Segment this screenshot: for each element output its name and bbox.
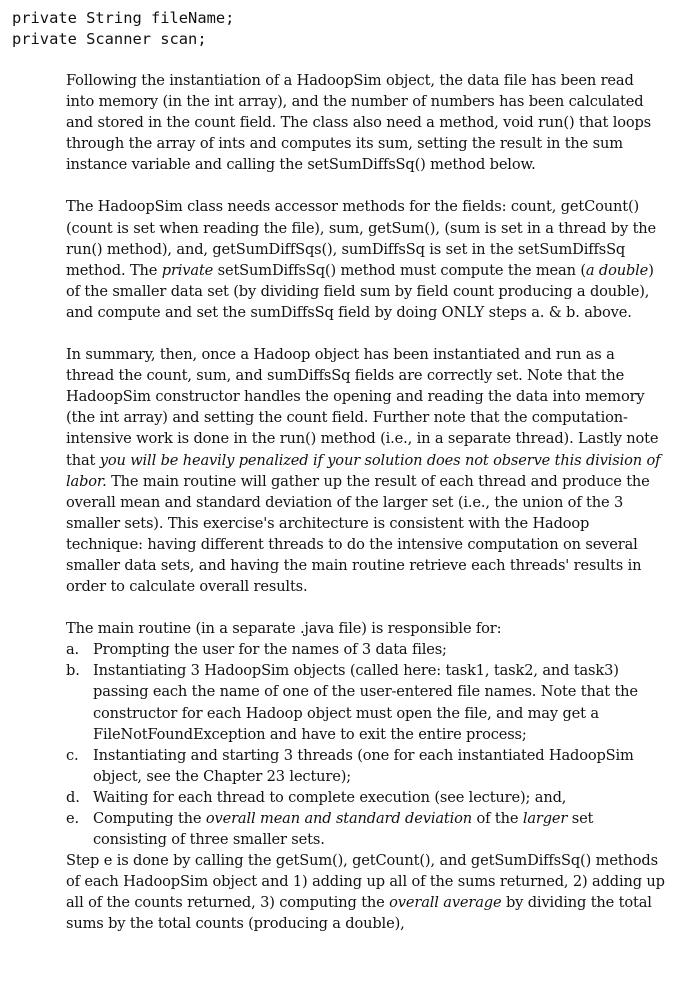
main-routine-section xyxy=(66,618,666,934)
steps-list xyxy=(66,639,666,850)
paragraph-summary: In summary, then, once a Hadoop object has been instantiated and run as a thread the count, sum, and sumDiffsSq fields are correctly set. Note that the HadoopSim constructor handles the opening and reading the data into memory (the int array) and setting the count field. Further note that the computation-intensive work is done in the run() method (i.e., in a separate thread). Lastly note that you will be heavily penalized if your solution does not observe this division of labor. The main routine will gather up the result of each thread and produce the overall mean and standard deviation of the larger set (i.e., the union of the 3 smaller sets). This exercise's architecture is consistent with the Hadoop technique: having different threads to do the intensive computation on several smaller data sets, and having the main routine retrieve each threads' results in order to calculate overall results. xyxy=(66,346,661,596)
code-line: private Scanner scan; xyxy=(12,30,207,48)
list-item: e. Computing the overall mean and standard deviation of the larger set consisting of three smaller sets. xyxy=(66,810,594,849)
paragraph-accessors: The HadoopSim class needs accessor methods for the fields: count, getCount() (count is set when reading the file), sum, getSum(), (sum is set in a thread by the run() method), and, getSumDiffSqs(), sumDiffsSq is set in the setSumDiffsSq method. The private setSumDiffsSq() method must compute the mean (a double) of the smaller data set (by dividing field sum by field count producing a double), and compute and set the sumDiffsSq field by doing ONLY steps a. & b. above. xyxy=(66,198,657,321)
document-body xyxy=(66,70,666,935)
code-snippet xyxy=(12,8,234,50)
paragraph-step-e: Step e is done by calling the getSum(), getCount(), and getSumDiffsSq() methods of each HadoopSim object and 1) adding up all of the sums returned, 2) adding up all of the counts returned, 3) computing the overall average by dividing the total sums by the total counts (producing a double), xyxy=(66,852,665,933)
main-routine-intro: The main routine (in a separate .java file) is responsible for: xyxy=(66,620,502,638)
list-item: c. Instantiating and starting 3 threads (one for each instantiated HadoopSim object, see the Chapter 23 lecture); xyxy=(66,746,634,785)
list-item: b. Instantiating 3 HadoopSim objects (called here: task1, task2, and task3) passing each the name of one of the user-entered file names. Note that the constructor for each Hadoop object must open the file, and may get a FileNotFoundException and have to exit the entire process; xyxy=(66,662,638,743)
paragraph-instantiation: Following the instantiation of a HadoopSim object, the data file has been read into memory (in the int array), and the number of numbers has been calculated and stored in the count field. The class also need a method, void run() that loops through the array of ints and computes its sum, setting the result in the sum instance variable and calling the setSumDiffsSq() method below. xyxy=(66,72,652,174)
list-item: d. Waiting for each thread to complete execution (see lecture); and, xyxy=(66,788,567,806)
code-line: private String fileName; xyxy=(12,9,235,27)
list-item: a. Prompting the user for the names of 3 data files; xyxy=(66,641,447,659)
